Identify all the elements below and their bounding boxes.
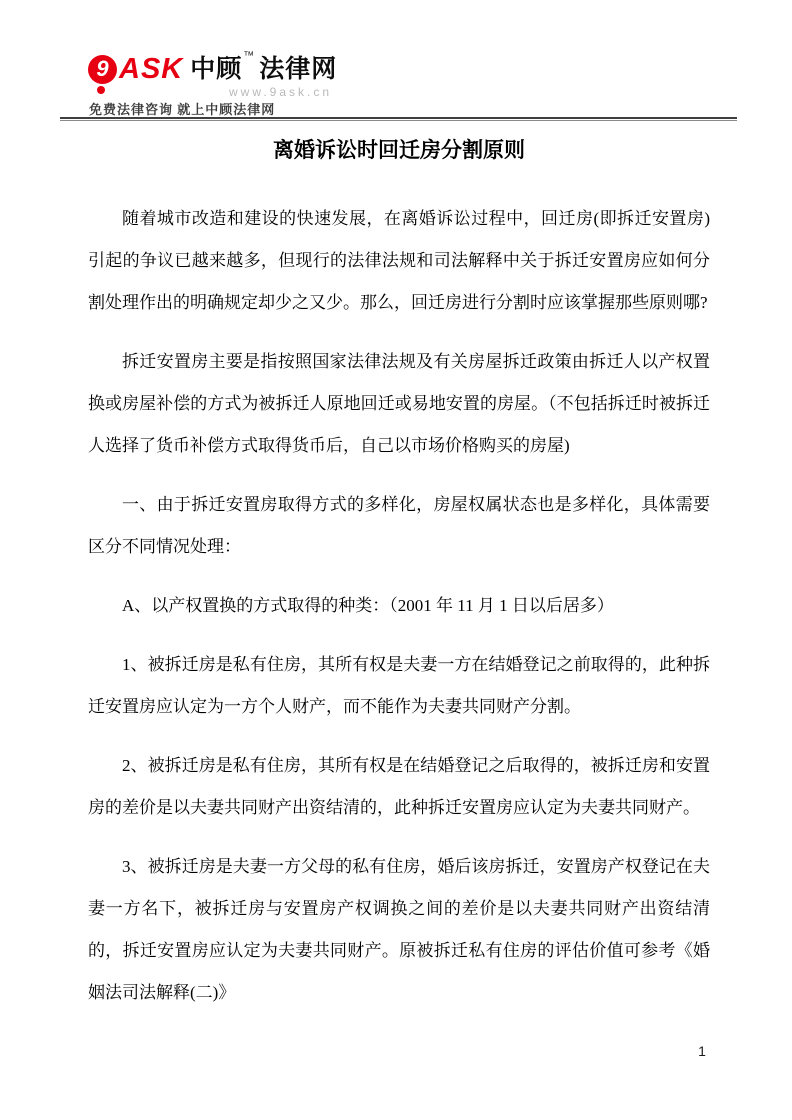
paragraph-section-one: 一、由于拆迁安置房取得方式的多样化，房屋权属状态也是多样化，具体需要区分不同情况处理： bbox=[88, 495, 710, 556]
article-body bbox=[88, 130, 710, 1031]
paragraph-definition: 拆迁安置房主要是指按照国家法律法规及有关房屋拆迁政策由拆迁人以产权置换或房屋补偿的方式为被拆迁人原地回迁或易地安置的房屋。（不包括拆迁时被拆迁人选择了货币补偿方式取得货币后，自己以市场价格购买的房屋) bbox=[88, 352, 710, 455]
paragraph-item-a: A、以产权置换的方式取得的种类：（2001 年 11 月 1 日以后居多） bbox=[122, 596, 614, 615]
trademark-symbol: ™ bbox=[243, 50, 255, 62]
logo-brand-name-falvwang: 法律网 bbox=[259, 55, 338, 83]
logo-brand-name-zhonggu: 中顾 bbox=[190, 55, 243, 83]
brand-slogan: 免费法律咨询 就上中顾法律网 bbox=[89, 102, 276, 117]
website-url: www.9ask.cn bbox=[229, 85, 333, 99]
logo-ask-wordmark: ASK bbox=[119, 52, 184, 85]
page-title: 离婚诉讼时回迁房分割原则 bbox=[273, 138, 525, 162]
page-number: 1 bbox=[698, 1043, 706, 1059]
header-divider bbox=[60, 117, 737, 121]
site-letterhead bbox=[88, 52, 738, 118]
paragraph-item-1: 1、被拆迁房是私有住房，其所有权是夫妻一方在结婚登记之前取得的，此种拆迁安置房应认定为一方个人财产，而不能作为夫妻共同财产分割。 bbox=[88, 655, 710, 716]
paragraph-item-2: 2、被拆迁房是私有住房，其所有权是在结婚登记之后取得的，被拆迁房和安置房的差价是以夫妻共同财产出资结清的，此种拆迁安置房应认定为夫妻共同财产。 bbox=[88, 756, 710, 817]
paragraph-item-3: 3、被拆迁房是夫妻一方父母的私有住房，婚后该房拆迁，安置房产权登记在夫妻一方名下，被拆迁房与安置房产权调换之间的差价是以夫妻共同财产出资结清的，拆迁安置房应认定为夫妻共同财产。原被拆迁私有住房的评估价值可参考《婚姻法司法解释(二)》 bbox=[88, 857, 710, 1002]
9ask-question-mark-icon: 9 bbox=[88, 55, 117, 84]
9ask-logo bbox=[88, 52, 738, 86]
paragraph-intro: 随着城市改造和建设的快速发展，在离婚诉讼过程中，回迁房(即拆迁安置房)引起的争议已越来越多，但现行的法律法规和司法解释中关于拆迁安置房应如何分割处理作出的明确规定却少之又少。那么，回迁房进行分割时应该掌握那些原则哪? bbox=[88, 209, 710, 312]
